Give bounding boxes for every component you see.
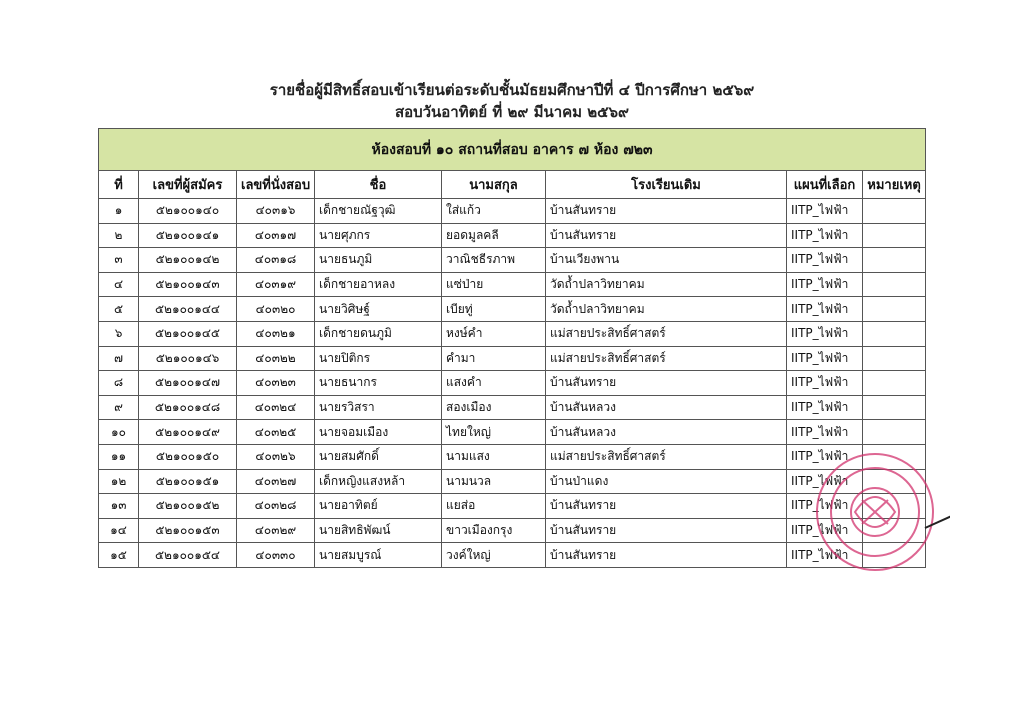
cell-plan: IITP_ไฟฟ้า (787, 248, 863, 273)
cell-seat: ๔๐๓๑๙ (237, 272, 315, 297)
cell-school: บ้านสันหลวง (546, 420, 787, 445)
header-col-plan: แผนที่เลือก (787, 171, 863, 199)
cell-last: คำมา (442, 346, 546, 371)
cell-first: นายวิศิษฐ์ (315, 297, 442, 322)
document-subtitle: สอบวันอาทิตย์ ที่ ๒๙ มีนาคม ๒๕๖๙ (394, 103, 630, 121)
cell-first: นายธนากร (315, 371, 442, 396)
cell-applicant: ๕๒๑๐๐๑๔๙ (139, 420, 237, 445)
cell-last: นามนวล (442, 469, 546, 494)
cell-no: ๑๕ (99, 543, 139, 568)
cell-first: นายสมบูรณ์ (315, 543, 442, 568)
cell-last: ไทยใหญ่ (442, 420, 546, 445)
table-row (99, 321, 926, 346)
cell-plan: IITP_ไฟฟ้า (787, 395, 863, 420)
table-row (99, 346, 926, 371)
cell-no: ๗ (99, 346, 139, 371)
cell-seat: ๔๐๓๒๕ (237, 420, 315, 445)
cell-first: เด็กชายอาหลง (315, 272, 442, 297)
cell-no: ๕ (99, 297, 139, 322)
document-title: รายชื่อผู้มีสิทธิ์สอบเข้าเรียนต่อระดับชั้นมัธยมศึกษาปีที่ ๔ ปีการศึกษา ๒๕๖๙ (269, 81, 755, 99)
cell-last: แยส่อ (442, 494, 546, 519)
cell-note (863, 371, 926, 396)
cell-last: เบียทู่ (442, 297, 546, 322)
header-col-remark: หมายเหตุ (863, 171, 926, 199)
cell-school: แม่สายประสิทธิ์ศาสตร์ (546, 346, 787, 371)
header-col-applicant-id: เลขที่ผู้สมัคร (139, 171, 237, 199)
cell-last: สองเมือง (442, 395, 546, 420)
cell-school: บ้านสันทราย (546, 371, 787, 396)
cell-school: บ้านเวียงพาน (546, 248, 787, 273)
header-col-no: ที่ (99, 171, 139, 199)
cell-note (863, 223, 926, 248)
cell-last: ขาวเมืองกรุง (442, 518, 546, 543)
cell-last: หงษ์คำ (442, 321, 546, 346)
cell-applicant: ๕๒๑๐๐๑๔๒ (139, 248, 237, 273)
cell-seat: ๔๐๓๒๒ (237, 346, 315, 371)
cell-no: ๒ (99, 223, 139, 248)
cell-applicant: ๕๒๑๐๐๑๔๘ (139, 395, 237, 420)
cell-applicant: ๕๒๑๐๐๑๕๑ (139, 469, 237, 494)
cell-applicant: ๕๒๑๐๐๑๔๕ (139, 321, 237, 346)
cell-seat: ๔๐๓๒๖ (237, 444, 315, 469)
cell-seat: ๔๐๓๒๐ (237, 297, 315, 322)
header-col-seat-no: เลขที่นั่งสอบ (237, 171, 315, 199)
cell-plan: IITP_ไฟฟ้า (787, 469, 863, 494)
cell-first: นายปิติกร (315, 346, 442, 371)
cell-first: นายธนภูมิ (315, 248, 442, 273)
cell-plan: IITP_ไฟฟ้า (787, 321, 863, 346)
table-row (99, 395, 926, 420)
cell-plan: IITP_ไฟฟ้า (787, 543, 863, 568)
cell-first: เด็กชายณัฐวุฒิ (315, 199, 442, 224)
cell-first: เด็กหญิงแสงหล้า (315, 469, 442, 494)
cell-last: วงค์ใหญ่ (442, 543, 546, 568)
cell-plan: IITP_ไฟฟ้า (787, 346, 863, 371)
cell-seat: ๔๐๓๒๗ (237, 469, 315, 494)
cell-school: แม่สายประสิทธิ์ศาสตร์ (546, 444, 787, 469)
cell-school: บ้านสันทราย (546, 518, 787, 543)
cell-last: ยอดมูลคลี (442, 223, 546, 248)
cell-school: บ้านสันทราย (546, 543, 787, 568)
cell-applicant: ๕๒๑๐๐๑๕๒ (139, 494, 237, 519)
cell-note (863, 395, 926, 420)
cell-school: วัดถ้ำปลาวิทยาคม (546, 272, 787, 297)
cell-school: บ้านสันหลวง (546, 395, 787, 420)
cell-applicant: ๕๒๑๐๐๑๔๐ (139, 199, 237, 224)
cell-seat: ๔๐๓๒๔ (237, 395, 315, 420)
cell-school: บ้านป่าแดง (546, 469, 787, 494)
cell-applicant: ๕๒๑๐๐๑๕๓ (139, 518, 237, 543)
cell-school: แม่สายประสิทธิ์ศาสตร์ (546, 321, 787, 346)
table-row (99, 248, 926, 273)
cell-no: ๔ (99, 272, 139, 297)
cell-seat: ๔๐๓๑๘ (237, 248, 315, 273)
cell-seat: ๔๐๓๑๗ (237, 223, 315, 248)
cell-seat: ๔๐๓๒๘ (237, 494, 315, 519)
cell-applicant: ๕๒๑๐๐๑๔๖ (139, 346, 237, 371)
cell-no: ๑๐ (99, 420, 139, 445)
table-row (99, 297, 926, 322)
header-col-former-school: โรงเรียนเดิม (546, 171, 787, 199)
school-seal (800, 440, 950, 590)
cell-last: นามแสง (442, 444, 546, 469)
cell-no: ๙ (99, 395, 139, 420)
table-row (99, 199, 926, 224)
cell-school: วัดถ้ำปลาวิทยาคม (546, 297, 787, 322)
cell-plan: IITP_ไฟฟ้า (787, 444, 863, 469)
cell-seat: ๔๐๓๒๑ (237, 321, 315, 346)
header-col-first-name: ชื่อ (315, 171, 442, 199)
cell-applicant: ๕๒๑๐๐๑๕๔ (139, 543, 237, 568)
cell-no: ๑๒ (99, 469, 139, 494)
cell-applicant: ๕๒๑๐๐๑๔๗ (139, 371, 237, 396)
cell-note (863, 297, 926, 322)
cell-first: นายสิทธิพัฒน์ (315, 518, 442, 543)
cell-applicant: ๕๒๑๐๐๑๔๓ (139, 272, 237, 297)
cell-seat: ๔๐๓๒๓ (237, 371, 315, 396)
cell-plan: IITP_ไฟฟ้า (787, 199, 863, 224)
cell-no: ๑๓ (99, 494, 139, 519)
cell-first: เด็กชายดนภูมิ (315, 321, 442, 346)
cell-note (863, 321, 926, 346)
cell-plan: IITP_ไฟฟ้า (787, 518, 863, 543)
header-col-last-name: นามสกุล (442, 171, 546, 199)
cell-first: นายสมศักดิ์ (315, 444, 442, 469)
cell-plan: IITP_ไฟฟ้า (787, 297, 863, 322)
cell-seat: ๔๐๓๑๖ (237, 199, 315, 224)
cell-no: ๖ (99, 321, 139, 346)
cell-note (863, 272, 926, 297)
table-row (99, 223, 926, 248)
cell-applicant: ๕๒๑๐๐๑๔๔ (139, 297, 237, 322)
cell-seat: ๔๐๓๓๐ (237, 543, 315, 568)
cell-plan: IITP_ไฟฟ้า (787, 420, 863, 445)
cell-no: ๑๔ (99, 518, 139, 543)
cell-first: นายอาทิตย์ (315, 494, 442, 519)
cell-school: บ้านสันทราย (546, 223, 787, 248)
cell-school: บ้านสันทราย (546, 494, 787, 519)
table-row (99, 371, 926, 396)
cell-first: นายรวิสรา (315, 395, 442, 420)
table-row (99, 272, 926, 297)
cell-applicant: ๕๒๑๐๐๑๕๐ (139, 444, 237, 469)
cell-note (863, 346, 926, 371)
cell-last: แสงคำ (442, 371, 546, 396)
cell-seat: ๔๐๓๒๙ (237, 518, 315, 543)
cell-plan: IITP_ไฟฟ้า (787, 371, 863, 396)
cell-note (863, 248, 926, 273)
cell-last: แซ่ป่าย (442, 272, 546, 297)
cell-no: ๑๑ (99, 444, 139, 469)
cell-first: นายศุภกร (315, 223, 442, 248)
cell-last: ใส่แก้ว (442, 199, 546, 224)
cell-plan: IITP_ไฟฟ้า (787, 272, 863, 297)
cell-no: ๘ (99, 371, 139, 396)
cell-applicant: ๕๒๑๐๐๑๔๑ (139, 223, 237, 248)
cell-plan: IITP_ไฟฟ้า (787, 223, 863, 248)
cell-first: นายจอมเมือง (315, 420, 442, 445)
cell-last: วาณิชธีรภาพ (442, 248, 546, 273)
cell-no: ๑ (99, 199, 139, 224)
cell-school: บ้านสันทราย (546, 199, 787, 224)
cell-plan: IITP_ไฟฟ้า (787, 494, 863, 519)
cell-note (863, 199, 926, 224)
cell-no: ๓ (99, 248, 139, 273)
room-banner: ห้องสอบที่ ๑๐ สถานที่สอบ อาคาร ๗ ห้อง ๗๒๓ (99, 129, 926, 171)
